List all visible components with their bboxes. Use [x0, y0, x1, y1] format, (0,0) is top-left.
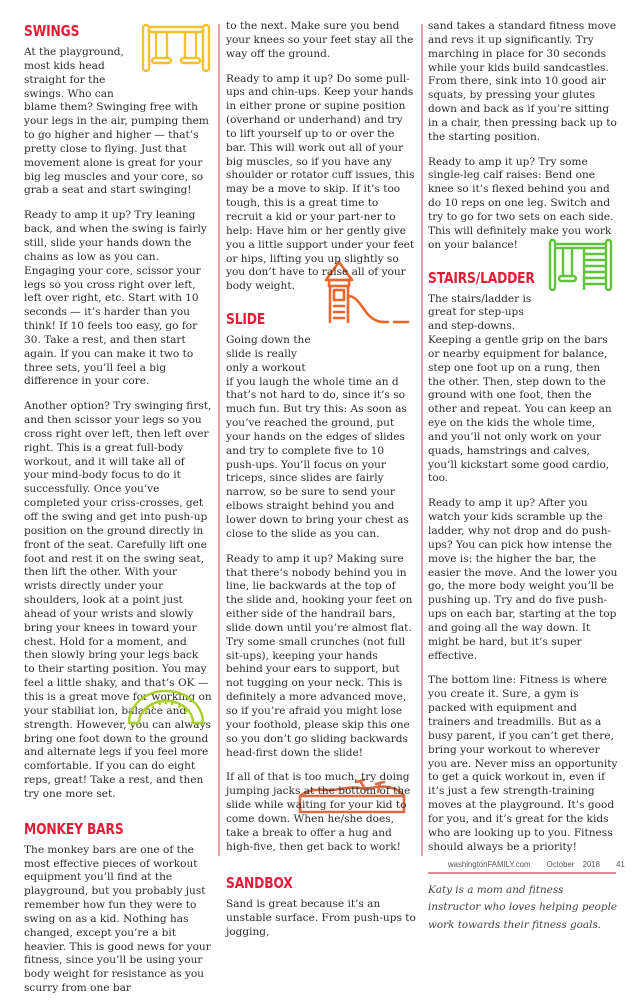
- heading-stairs-ladder: STAIRS/LADDER: [428, 268, 535, 287]
- slide-paragraph-2: Ready to amp it up? Making sure that there’s nobody behind you in line, lie backwards at the top of the slide and, hooking your feet on either side of the handrail bars, slide down until you’re almost flat. Try some small crunches (not full sit-ups), keeping your hands behind your ears to support, but not tugging on your neck. This is definitely a more advanced move, so if you’re afraid you might lose your foothold, please skip this one so you don’t go sliding backwards head-first down the slide!: [226, 552, 413, 759]
- column-2: [226, 20, 416, 951]
- swings-paragraph-3: Another option? Try swinging first, and then scissor your legs so you cross right over left, then left over right. This is a great full-body workout, and it will take all of your mind-body focus to do it successfully. Once you’ve completed your criss-crosses, get off the swing and get into push-up position on the ground directly in front of the seat. Carefully lift one foot and rest it on the swing seat, then lift the other. With your wrists directly under your shoulders, look at a point just ahead of your wrists and slowly bring your knees in toward your chest. Hold for a moment, and then slowly bring your legs back to their starting position. You may feel a little shaky, and that’s OK — this is a great move for working on your stabiliat ion, balance and strength. However, you can always bring one foot down to the ground and alternate legs if you feel more comfortable. If you can do eight reps, great! Take a rest, and then try one more set.: [24, 400, 212, 800]
- column-3: [428, 20, 618, 934]
- footer-year: 2018: [582, 860, 600, 869]
- stairs-ladder-paragraph-3: The bottom line: Fitness is where you create it. Sure, a gym is packed with equipment and trainers and treadmills. But as a busy parent, if you can’t get there, bring your workout to wherever you are. Never miss an opportunity to get a quick workout in, even if it’s just a few strength-training moves at the playground. It’s good for you, and it’s great for the kids who are looking up to you. Fitness should always be a priority!: [428, 674, 618, 853]
- page-footer: [448, 860, 639, 869]
- swing-set-icon: [141, 21, 213, 73]
- swings-paragraph-1: At the playground, most kids head straight for the swings. Who can blame them? Swinging free with your legs in the air, pumping them to go higher and higher — that’s pretty close to flying. Just that movement alone is great for your big leg muscles and your core, so grab a seat and start swinging!: [24, 46, 212, 198]
- slide-paragraph-1: Going down the slide is really only a workout if you laugh the whole time an d that’s not hard to do, since it’s so much fun. But try this: As soon as you’ve reached the ground, put your hands on the edges of slides and try to complete five to 10 push-ups. You’ll focus on your triceps, since slides are fairly narrow, so be sure to send your elbows straight behind you and lower down to bring your chest as close to the slide as you can.: [226, 334, 416, 542]
- footer-month: October: [546, 860, 575, 869]
- bio-divider: [428, 872, 616, 874]
- column-divider: [218, 24, 220, 856]
- heading-monkey-bars: MONKEY BARS: [24, 819, 124, 838]
- monkey-bars-paragraph-1b: to the next. Make sure you bend your knees so your feet stay all the way off the ground.: [226, 20, 414, 60]
- monkey-bars-paragraph-1a: The monkey bars are one of the most effective pieces of workout equipment you’ll find at the playground, but you probably just remember how fun they were to swing on as a kid. Nothing has changed, except you’re a bit heavier. This is good news for your fitness, since you’ll be using your body weight for resistance as you scurry from one bar: [24, 843, 211, 995]
- heading-slide: SLIDE: [226, 310, 266, 329]
- sandbox-paragraph-2: Ready to amp it up? Try some single-leg calf raises: Bend one knee so it’s flexed behind you and do 10 reps on one leg. Switch and try to go for two sets on each side. This will definitely make you work on your balance!: [428, 155, 614, 251]
- swings-paragraph-2: Ready to amp it up? Try leaning back, and when the swing is fairly still, slide your hands down the chains as low as you can. Engaging your core, scissor your legs so you cross right over left, left over right, etc. Start with 10 seconds — it’s harder than you think! If 10 feels too easy, go for 30. Take a rest, and then start again. If you can make it two to three sets, you’ll feel a big difference in your core.: [24, 209, 207, 388]
- author-bio: Katy is a mom and fitness instructor who loves helping people work towards their fitness goals.: [428, 883, 618, 931]
- page-number: 41: [616, 860, 625, 869]
- slide-icon-space: [316, 334, 416, 362]
- column-divider: [421, 24, 423, 856]
- monkey-bars-paragraph-2: Ready to amp it up? Do some pull-ups and chin-ups. Keep your hands in either prone or supine position (overhand or underhand) and try to lift yourself up to or over the bar. This will work out all of your big muscles, so if you have any shoulder or rotator cuff issues, this may be a move to skip. If it’s too tough, this is a great time to recruit a kid or your part-ner to help: Have him or her gently give you a little support under your feet or hips, lifting you up slightly so you don’t have to raise all of your body weight.: [226, 72, 415, 293]
- monkey-bars-icon: [127, 689, 205, 725]
- heading-sandbox: SANDBOX: [226, 874, 293, 893]
- footer-site: washingtonFAMILY.com: [448, 860, 531, 869]
- sandbox-paragraph-1b: sand takes a standard fitness move and revs it up significantly. Try marching in place for 30 seconds while your kids build sandcastles. From there, sink into 10 good air squats, by pressing your glutes down and back as if you’re sitting in a chair, then pressing back up to the starting position.: [428, 20, 617, 143]
- stairs-ladder-paragraph-1: The stairs/ladder is great for step-ups and step-downs. Keeping a gentle grip on the bars or nearby equipment for balance, step one foot up on a rung, then the other. Then, step down to the ground with one foot, then the other and repeat. You can keep an eye on the kids the whole time, and you’ll not only work on your quads, hamstrings and calves, you’ll kickstart some good cardio, too.: [428, 293, 618, 487]
- heading-swings: SWINGS: [24, 22, 80, 40]
- slide-paragraph-3: If all of that is too much, try doing jumping jacks at the bottom of the slide while waiting for your kid to come down. When he/she does, take a break to offer a hug and high-five, then get back to work!: [226, 771, 411, 853]
- sandbox-paragraph-1a: Sand is great because it’s an unstable surface. From push-ups to jogging,: [226, 898, 416, 939]
- column-1: [24, 20, 212, 1007]
- ladder-icon-space: [546, 293, 618, 321]
- stairs-ladder-paragraph-2: Ready to amp it up? After you watch your kids scramble up the ladder, why not drop and do push-ups? You can pick how intense the move is: the higher the bar, the easier the move. And the lower you go, the more body weight you’ll be pushing up. Try and do five push-ups on each bar, starting at the top and going all the way down. It might be hard, but it’s super effective.: [428, 497, 618, 662]
